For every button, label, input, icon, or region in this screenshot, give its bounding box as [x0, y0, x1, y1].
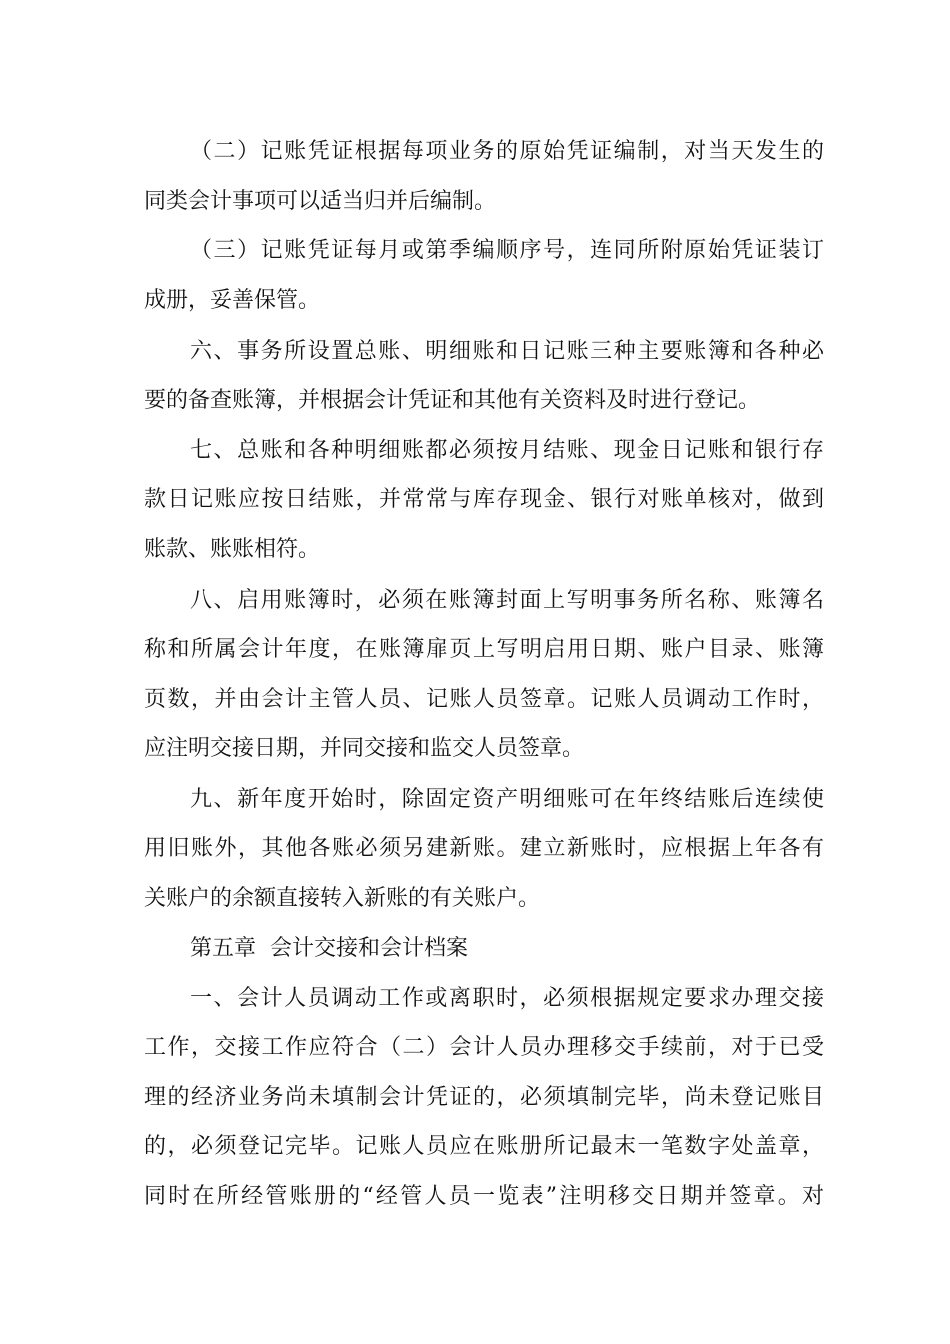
paragraph-line: 要的备查账簿，并根据会计凭证和其他有关资料及时进行登记。	[144, 388, 761, 413]
paragraph-line: 同类会计事项可以适当归并后编制。	[144, 189, 497, 214]
paragraph-line: 一、会计人员调动工作或离职时，必须根据规定要求办理交接	[190, 986, 824, 1011]
paragraph-line: 页数，并由会计主管人员、记账人员签章。记账人员调动工作时，	[144, 687, 824, 712]
paragraph-line: 的，必须登记完毕。记账人员应在账册所记最末一笔数字处盖章，	[144, 1134, 824, 1159]
paragraph-line: （三）记账凭证每月或第季编顺序号，连同所附原始凭证装订	[190, 238, 824, 263]
paragraph-line: 六、事务所设置总账、明细账和日记账三种主要账簿和各种必	[190, 339, 824, 364]
paragraph-line: 关账户的余额直接转入新账的有关账户。	[144, 886, 541, 911]
paragraph-line: 七、总账和各种明细账都必须按月结账、现金日记账和银行存	[190, 438, 824, 463]
paragraph-line: 款日记账应按日结账，并常常与库存现金、银行对账单核对，做到	[144, 487, 824, 512]
paragraph-line: 九、新年度开始时，除固定资产明细账可在年终结账后连续使	[190, 787, 824, 812]
paragraph-line: 应注明交接日期，并同交接和监交人员签章。	[144, 736, 585, 761]
paragraph-line: 称和所属会计年度，在账簿扉页上写明启用日期、账户目录、账簿	[144, 637, 824, 662]
paragraph-line: 同时在所经管账册的“经管人员一览表”注明移交日期并签章。对	[144, 1184, 824, 1209]
paragraph-line: 账款、账账相符。	[144, 537, 321, 562]
paragraph-line: 八、启用账簿时，必须在账簿封面上写明事务所名称、账簿名	[190, 588, 824, 613]
paragraph-line: 用旧账外，其他各账必须另建新账。建立新账时，应根据上年各有	[144, 836, 824, 861]
paragraph-line: 成册，妥善保管。	[144, 288, 321, 313]
paragraph-line: 工作，交接工作应符合（二）会计人员办理移交手续前，对于已受	[144, 1035, 824, 1060]
paragraph-line: （二）记账凭证根据每项业务的原始凭证编制，对当天发生的	[190, 139, 824, 164]
paragraph-line: 理的经济业务尚未填制会计凭证的，必须填制完毕，尚未登记账目	[144, 1085, 824, 1110]
chapter-heading: 第五章 会计交接和会计档案	[190, 936, 468, 961]
